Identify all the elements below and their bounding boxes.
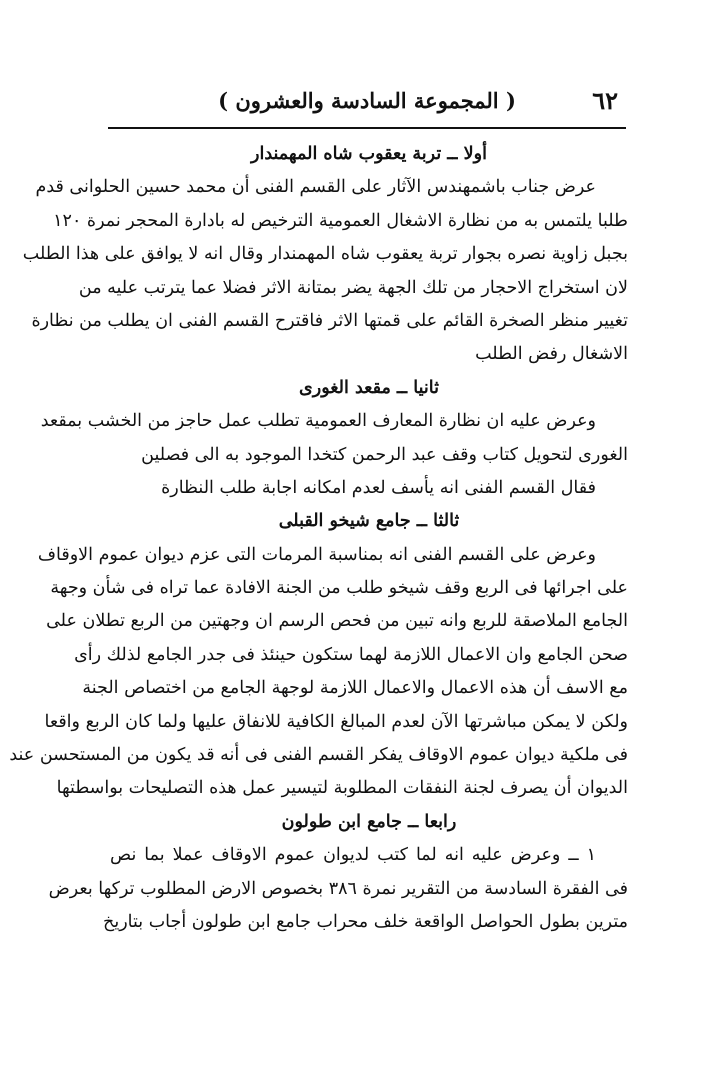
text-line: عرض جناب باشمهندس الآثار على القسم الفنى أن محمد حسين الحلوانى قدم bbox=[35, 177, 596, 198]
text-line: لان استخراج الاحجار من تلك الجهة يضر بمتانة الاثر فضلا عما يترتب عليه من bbox=[78, 277, 628, 298]
text-line: وعرض عليه ان نظارة المعارف العمومية تطلب عمل حاجز من الخشب بمقعد bbox=[40, 411, 596, 432]
running-title: ( المجموعة السادسة والعشرون ) bbox=[218, 88, 516, 113]
page-body bbox=[9, 138, 628, 939]
header-rule bbox=[108, 127, 626, 129]
text-line: الجامع الملاصقة للربع وانه تبين من فحص الرسم ان وجهتين من الربع تطلان على bbox=[46, 611, 628, 632]
section-heading: ثانيا ــ مقعد الغورى bbox=[299, 377, 439, 398]
section-heading: أولا ــ تربة يعقوب شاه المهمندار bbox=[251, 144, 487, 164]
text-line: مترين بطول الحواصل الواقعة خلف محراب جامع ابن طولون أجاب بتاريخ bbox=[103, 911, 628, 932]
text-line: وعرض على القسم الفنى انه بمناسبة المرمات التى عزم ديوان عموم الاوقاف bbox=[37, 544, 596, 565]
text-line: الاشغال رفض الطلب bbox=[475, 344, 628, 365]
text-line: تغيير منظر الصخرة القائم على قمتها الاثر فاقترح القسم الفنى ان يطلب من نظارة bbox=[31, 310, 628, 331]
section-heading: ثالثا ــ جامع شيخو القبلى bbox=[278, 511, 460, 532]
text-line: فى ملكية ديوان عموم الاوقاف يفكر القسم الفنى فى أنه قد يكون من المستحسن عند bbox=[9, 745, 628, 766]
text-line: الغورى لتحويل كتاب وقف عبد الرحمن كتخدا الموجود به الى فصلين bbox=[141, 444, 628, 465]
text-line: مع الاسف أن هذه الاعمال والاعمال اللازمة لوجهة الجامع من اختصاص الجنة bbox=[82, 678, 628, 699]
section-heading: رابعا ــ جامع ابن طولون bbox=[281, 811, 457, 832]
text-line: على اجرائها فى الربع وقف شيخو طلب من الجنة الافادة عما تراه فى شأن وجهة bbox=[50, 578, 628, 599]
text-line: بجبل زاوية نصره بجوار تربة يعقوب شاه المهمندار وقال انه لا يوافق على هذا الطلب bbox=[22, 244, 628, 265]
text-line: ولكن لا يمكن مباشرتها الآن لعدم المبالغ الكافية للانفاق عليها ولما كان الربع واقعا bbox=[44, 711, 628, 732]
text-line: ١ ــ وعرض عليه انه لما كتب لديوان عموم الاوقاف عملا بما نص bbox=[110, 845, 596, 866]
text-line: فقال القسم الفنى انه يأسف لعدم امكانه اجابة طلب النظارة bbox=[161, 477, 596, 498]
text-line: فى الفقرة السادسة من التقرير نمرة ٣٨٦ بخصوص الارض المطلوب تركها بعرض bbox=[48, 878, 628, 899]
page-number: ٦٢ bbox=[592, 86, 618, 115]
page-header bbox=[112, 84, 622, 124]
text-line: طلبا يلتمس به من نظارة الاشغال العمومية الترخيص له بادارة المحجر نمرة ١٢٠ bbox=[53, 210, 628, 231]
text-line: صحن الجامع وان الاعمال اللازمة لهما ستكون حينئذ فى جدر الجامع لذلك رأى bbox=[74, 644, 628, 665]
text-line: الديوان أن يصرف لجنة النفقات المطلوبة لتيسير عمل هذه التصليحات بواسطتها bbox=[56, 778, 628, 799]
